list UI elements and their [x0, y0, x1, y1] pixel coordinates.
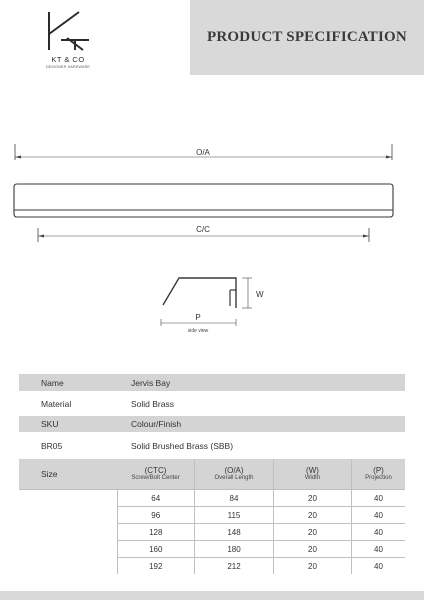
size-label-spacer — [19, 490, 117, 575]
centers-label: C/C — [196, 225, 210, 234]
column-header-oa: (O/A) Overall Length — [195, 459, 274, 490]
brand-name: KT & CO — [51, 55, 85, 64]
material-label: Material — [41, 398, 72, 409]
table-row: 128 148 20 40 — [19, 524, 405, 541]
table-row: 96 115 20 40 — [19, 507, 405, 524]
column-header-projection: (P) Projection — [352, 459, 406, 490]
name-label: Name — [19, 374, 117, 391]
side-view-label: side view — [187, 328, 209, 334]
column-header-width: (W) Width — [274, 459, 352, 490]
handle-side-view — [161, 278, 252, 326]
page-title: PRODUCT SPECIFICATION — [207, 29, 407, 45]
sku-value: BR05 — [41, 440, 63, 451]
finish-label: Colour/Finish — [117, 416, 405, 432]
sku-header-row — [19, 416, 405, 432]
table-row: 64 84 20 40 — [19, 490, 405, 507]
sku-label: SKU — [19, 416, 117, 432]
sku-value-row — [19, 432, 405, 459]
overall-label: O/A — [196, 148, 210, 157]
size-header-row — [19, 459, 405, 490]
material-row — [19, 391, 405, 416]
table-row: 160 180 20 40 — [19, 541, 405, 558]
column-header-ctc: (CTC) Screw/Bolt Center — [117, 459, 195, 490]
projection-label: P — [195, 313, 201, 322]
handle-front-view — [14, 184, 393, 217]
name-value: Jervis Bay — [117, 374, 405, 391]
footer-bar — [0, 591, 424, 600]
name-row — [19, 374, 405, 391]
material-value: Solid Brass — [131, 398, 174, 409]
brand-tagline: DESIGNER HARDWARE — [46, 65, 90, 69]
size-label: Size — [19, 459, 117, 490]
table-row: 192 212 20 40 — [19, 558, 405, 575]
spec-table — [19, 374, 405, 574]
width-label: W — [256, 290, 264, 299]
finish-value: Solid Brushed Brass (SBB) — [131, 440, 234, 451]
